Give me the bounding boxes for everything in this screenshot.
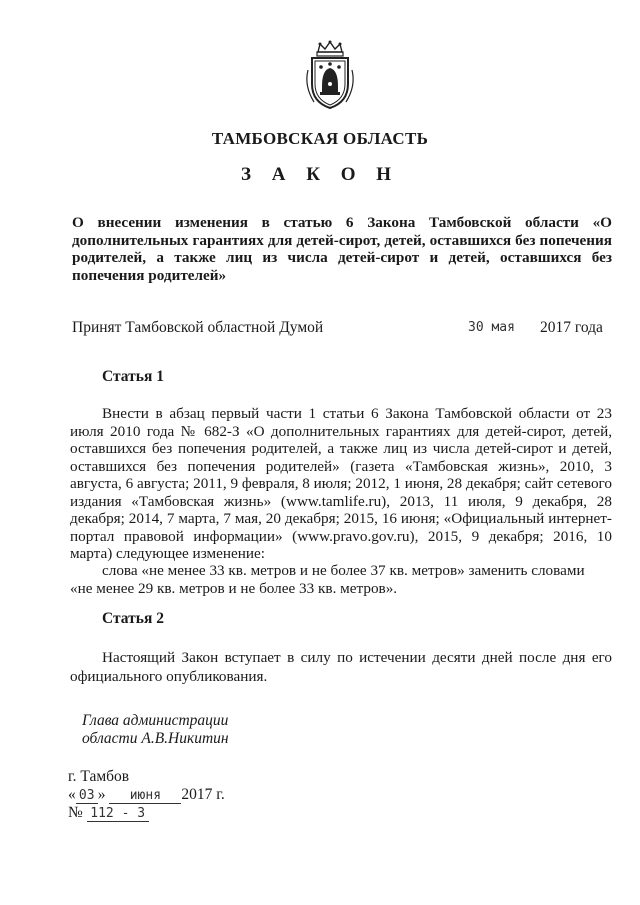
- signing-date: [68, 786, 225, 804]
- article-1-replace-line-2: «не менее 29 кв. метров и не более 33 кв. метров».: [70, 580, 398, 597]
- document-type-heading: З А К О Н: [240, 164, 400, 185]
- article-2-body: Настоящий Закон вступает в силу по истечении десяти дней после дня его официального опубликования.: [70, 649, 612, 685]
- article-1-body: Внести в абзац первый части 1 статьи 6 Закона Тамбовской области от 23 июля 2010 года № 682-З «О дополнительных гарантиях для детей-сирот, детей, оставшихся без попечения родителей, а также лиц из числа детей-сирот и детей, оставшихся без попечения родителей» (газета «Тамбовская жизнь», 2010, 3 августа, 6 августа; 2011, 9 февраля, 8 июля; 2012, 1 июня, 28 декабря; сайт сетевого издания «Тамбовская жизнь» (www.tamlife.ru), 2013, 11 июля, 9 декабря, 28 декабря; 2014, 7 марта, 7 мая, 20 декабря; 2015, 16 июня; «Официальный интернет-портал правовой информации» (www.pravo.gov.ru), 2015, 9 декабря; 2016, 10 марта) следующее изменение:: [70, 405, 612, 562]
- city-line: г. Тамбов: [68, 768, 130, 785]
- law-number-line: [68, 804, 149, 822]
- adoption-day: 30 мая: [468, 320, 515, 335]
- law-number: 112 - 3: [87, 806, 149, 822]
- region-heading: ТАМБОВСКАЯ ОБЛАСТЬ: [211, 129, 429, 148]
- date-year: 2017 г.: [181, 786, 225, 803]
- law-title: О внесении изменения в статью 6 Закона Тамбовской области «О дополнительных гарантиях для детей-сирот, детей, оставшихся без попечения родителей, а также лиц из числа детей-сирот и детей, оставшихся без попечения родителей»: [72, 214, 612, 284]
- date-open-quote: «: [68, 786, 76, 803]
- date-month: июня: [109, 788, 181, 804]
- article-1-heading: Статья 1: [102, 368, 164, 385]
- adoption-label: Принят Тамбовской областной Думой: [72, 319, 324, 336]
- adoption-year: 2017 года: [540, 319, 603, 336]
- tambov-coat-of-arms-icon: [300, 40, 360, 112]
- date-day: 03: [76, 788, 98, 804]
- signature-position: Глава администрации: [82, 712, 229, 729]
- article-2-heading: Статья 2: [102, 610, 164, 627]
- article-1-replace-line-1: слова «не менее 33 кв. метров и не более 37 кв. метров» заменить словами: [102, 562, 585, 579]
- signature-name: области А.В.Никитин: [82, 730, 229, 747]
- number-sign: №: [68, 804, 83, 821]
- date-close-quote: »: [97, 786, 106, 803]
